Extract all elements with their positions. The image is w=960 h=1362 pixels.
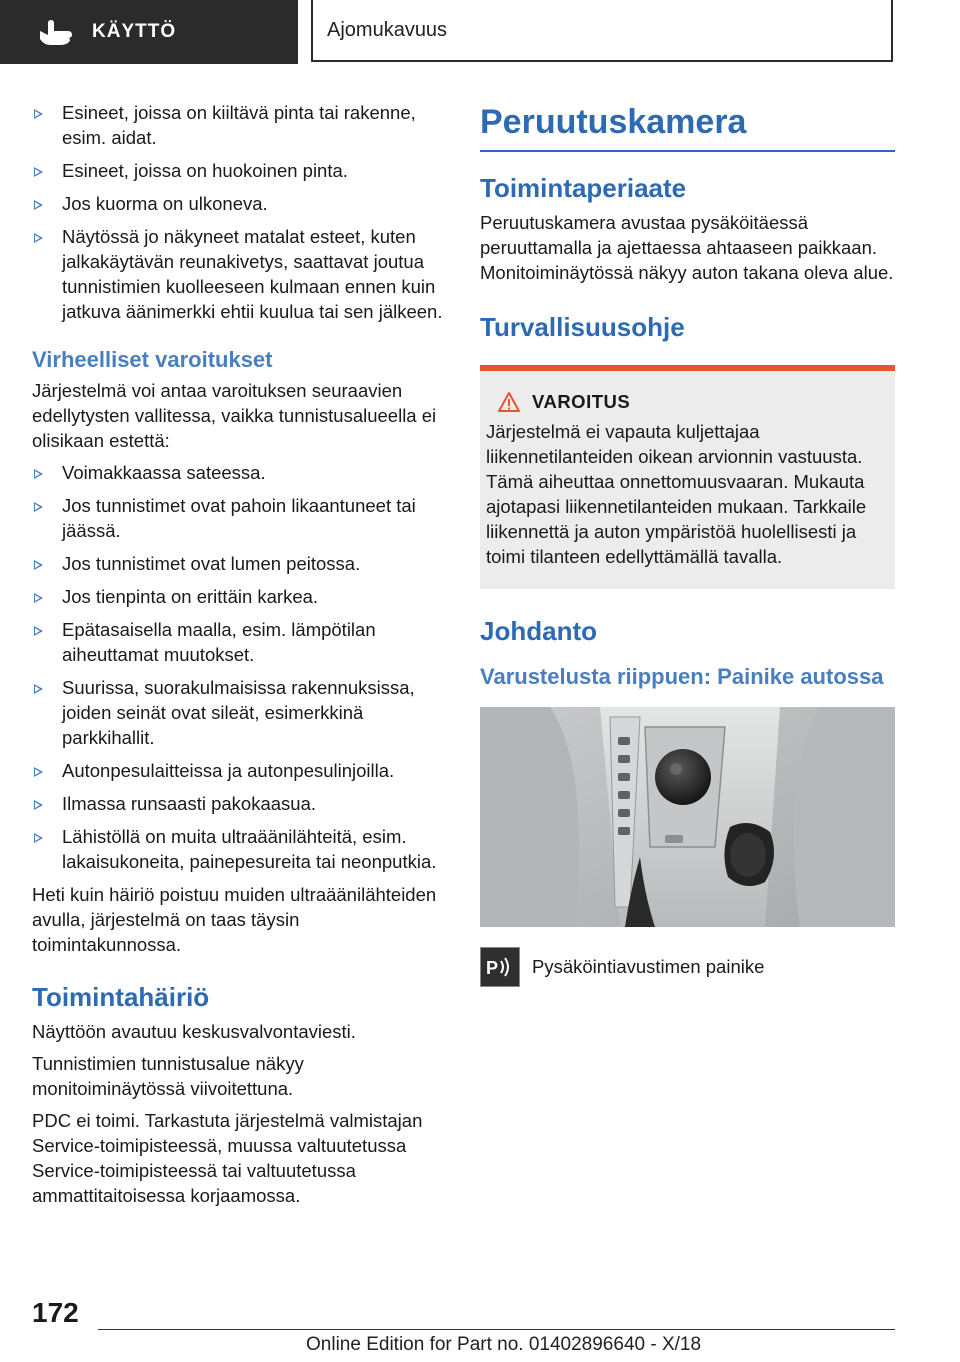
hand-pointer-icon bbox=[38, 17, 74, 47]
false-warnings-heading: Virheelliset varoitukset bbox=[32, 347, 273, 372]
list-item: Jos tienpinta on erittäin karkea. bbox=[32, 584, 450, 609]
list-item: Jos tunnistimet ovat pahoin likaantuneet tai jäässä. bbox=[32, 493, 450, 543]
malfunction-paragraph-2: Tunnistimien tunnistusalue näkyy monitoiminäytössä viivoitettuna. bbox=[32, 1053, 304, 1099]
triangle-bullet-icon bbox=[34, 767, 43, 777]
triangle-bullet-icon bbox=[34, 167, 43, 177]
list-item: Jos kuorma on ulkoneva. bbox=[32, 191, 450, 216]
false-warnings-intro: Järjestelmä voi antaa varoituksen seuraavien edellytysten vallitessa, vaikka tunnistusalueella ei olisikaan estettä: bbox=[32, 380, 437, 451]
list-item: Suurissa, suorakulmaisissa rakennuksissa, joiden seinät ovat sileät, esimerkkinä parkkihallit. bbox=[32, 675, 450, 750]
list-item: Jos tunnistimet ovat lumen peitossa. bbox=[32, 551, 450, 576]
list-item: Esineet, joissa on kiiltävä pinta tai rakenne, esim. aidat. bbox=[32, 100, 450, 150]
list-item: Epätasaisella maalla, esim. lämpötilan aiheuttamat muutokset. bbox=[32, 617, 450, 667]
list-item: Näytössä jo näkyneet matalat esteet, kuten jalkakäytävän reunakivetys, saattavat joutua tunnistimien kuolleeseen kulmaan ennen kuin jatkuva äänimerkki ehtii kuulua tai sen jälkeen. bbox=[32, 224, 450, 324]
warning-title bbox=[486, 391, 889, 413]
warning-text: Järjestelmä ei vapauta kuljettajaa liikennetilanteiden oikean arvionnin vastuusta. Tämä aiheuttaa onnettomuusvaaran. Mukauta ajotapasi liikennetilanteiden mukaan. Tarkkaile liikennettä ja auton ympäristöä huolellisesti ja toimi tilanteen edellyttämällä tavalla. bbox=[486, 421, 867, 567]
malfunction-paragraph-1: Näyttöön avautuu keskusvalvontaviesti. bbox=[32, 1021, 356, 1042]
intro-heading: Johdanto bbox=[480, 616, 597, 646]
center-console-photo bbox=[480, 707, 895, 927]
triangle-bullet-icon bbox=[34, 109, 43, 119]
svg-text:P: P bbox=[486, 958, 499, 978]
triangle-bullet-icon bbox=[34, 469, 43, 479]
caption-text: Pysäköintiavustimen painike bbox=[532, 956, 765, 977]
recovery-paragraph: Heti kuin häiriö poistuu muiden ultraäänilähteiden avulla, järjestelmä on taas täysin toimintakunnossa. bbox=[32, 884, 437, 955]
triangle-bullet-icon bbox=[34, 684, 43, 694]
list-item: Esineet, joissa on huokoinen pinta. bbox=[32, 158, 450, 183]
triangle-bullet-icon bbox=[34, 560, 43, 570]
obstacle-list bbox=[32, 100, 450, 324]
triangle-bullet-icon bbox=[34, 200, 43, 210]
list-item: Autonpesulaitteissa ja autonpesulinjoilla. bbox=[32, 758, 450, 783]
chapter-tab[interactable] bbox=[0, 0, 298, 64]
triangle-bullet-icon bbox=[34, 626, 43, 636]
warning-label: VAROITUS bbox=[532, 391, 631, 412]
figure-caption bbox=[480, 947, 895, 987]
triangle-bullet-icon bbox=[34, 800, 43, 810]
parking-assistant-button-icon bbox=[480, 947, 520, 987]
footer-divider bbox=[98, 1329, 895, 1330]
page-title: Peruutuskamera bbox=[480, 100, 895, 152]
principle-heading: Toimintaperiaate bbox=[480, 173, 687, 203]
triangle-bullet-icon bbox=[34, 593, 43, 603]
page-number: 172 bbox=[32, 1297, 79, 1328]
warning-box bbox=[480, 365, 895, 589]
malfunction-heading: Toimintahäiriö bbox=[32, 982, 210, 1012]
malfunction-paragraph-3: PDC ei toimi. Tarkastuta järjestelmä valmistajan Service-toimipisteessä, muussa valtuutetussa Service-toimipisteessä tai valtuutetussa ammattitaitoisessa korjaamossa. bbox=[32, 1110, 423, 1206]
right-column bbox=[480, 100, 895, 987]
principle-paragraph: Peruutuskamera avustaa pysäköitäessä peruuttamalla ja ajettaessa ahtaaseen paikkaan. Monitoiminäytössä näkyy auton takana oleva alue. bbox=[480, 212, 894, 283]
list-item: Ilmassa runsaasti pakokaasua. bbox=[32, 791, 450, 816]
list-item: Voimakkaassa sateessa. bbox=[32, 460, 450, 485]
equipment-heading: Varustelusta riippuen: Painike autossa bbox=[480, 664, 884, 689]
list-item: Lähistöllä on muita ultraäänilähteitä, esim. lakaisukoneita, painepesureita tai neonputkia. bbox=[32, 824, 450, 874]
section-tab[interactable] bbox=[311, 0, 893, 62]
warning-triangle-icon bbox=[498, 392, 520, 412]
false-warning-conditions-list bbox=[32, 460, 450, 874]
triangle-bullet-icon bbox=[34, 502, 43, 512]
safety-heading: Turvallisuusohje bbox=[480, 312, 685, 342]
edition-footer: Online Edition for Part no. 01402896640 - X/18 bbox=[306, 1334, 702, 1355]
section-tab-label: Ajomukavuus bbox=[327, 18, 448, 41]
chapter-tab-label: KÄYTTÖ bbox=[92, 21, 177, 42]
triangle-bullet-icon bbox=[34, 233, 43, 243]
triangle-bullet-icon bbox=[34, 833, 43, 843]
left-column bbox=[32, 100, 450, 1215]
